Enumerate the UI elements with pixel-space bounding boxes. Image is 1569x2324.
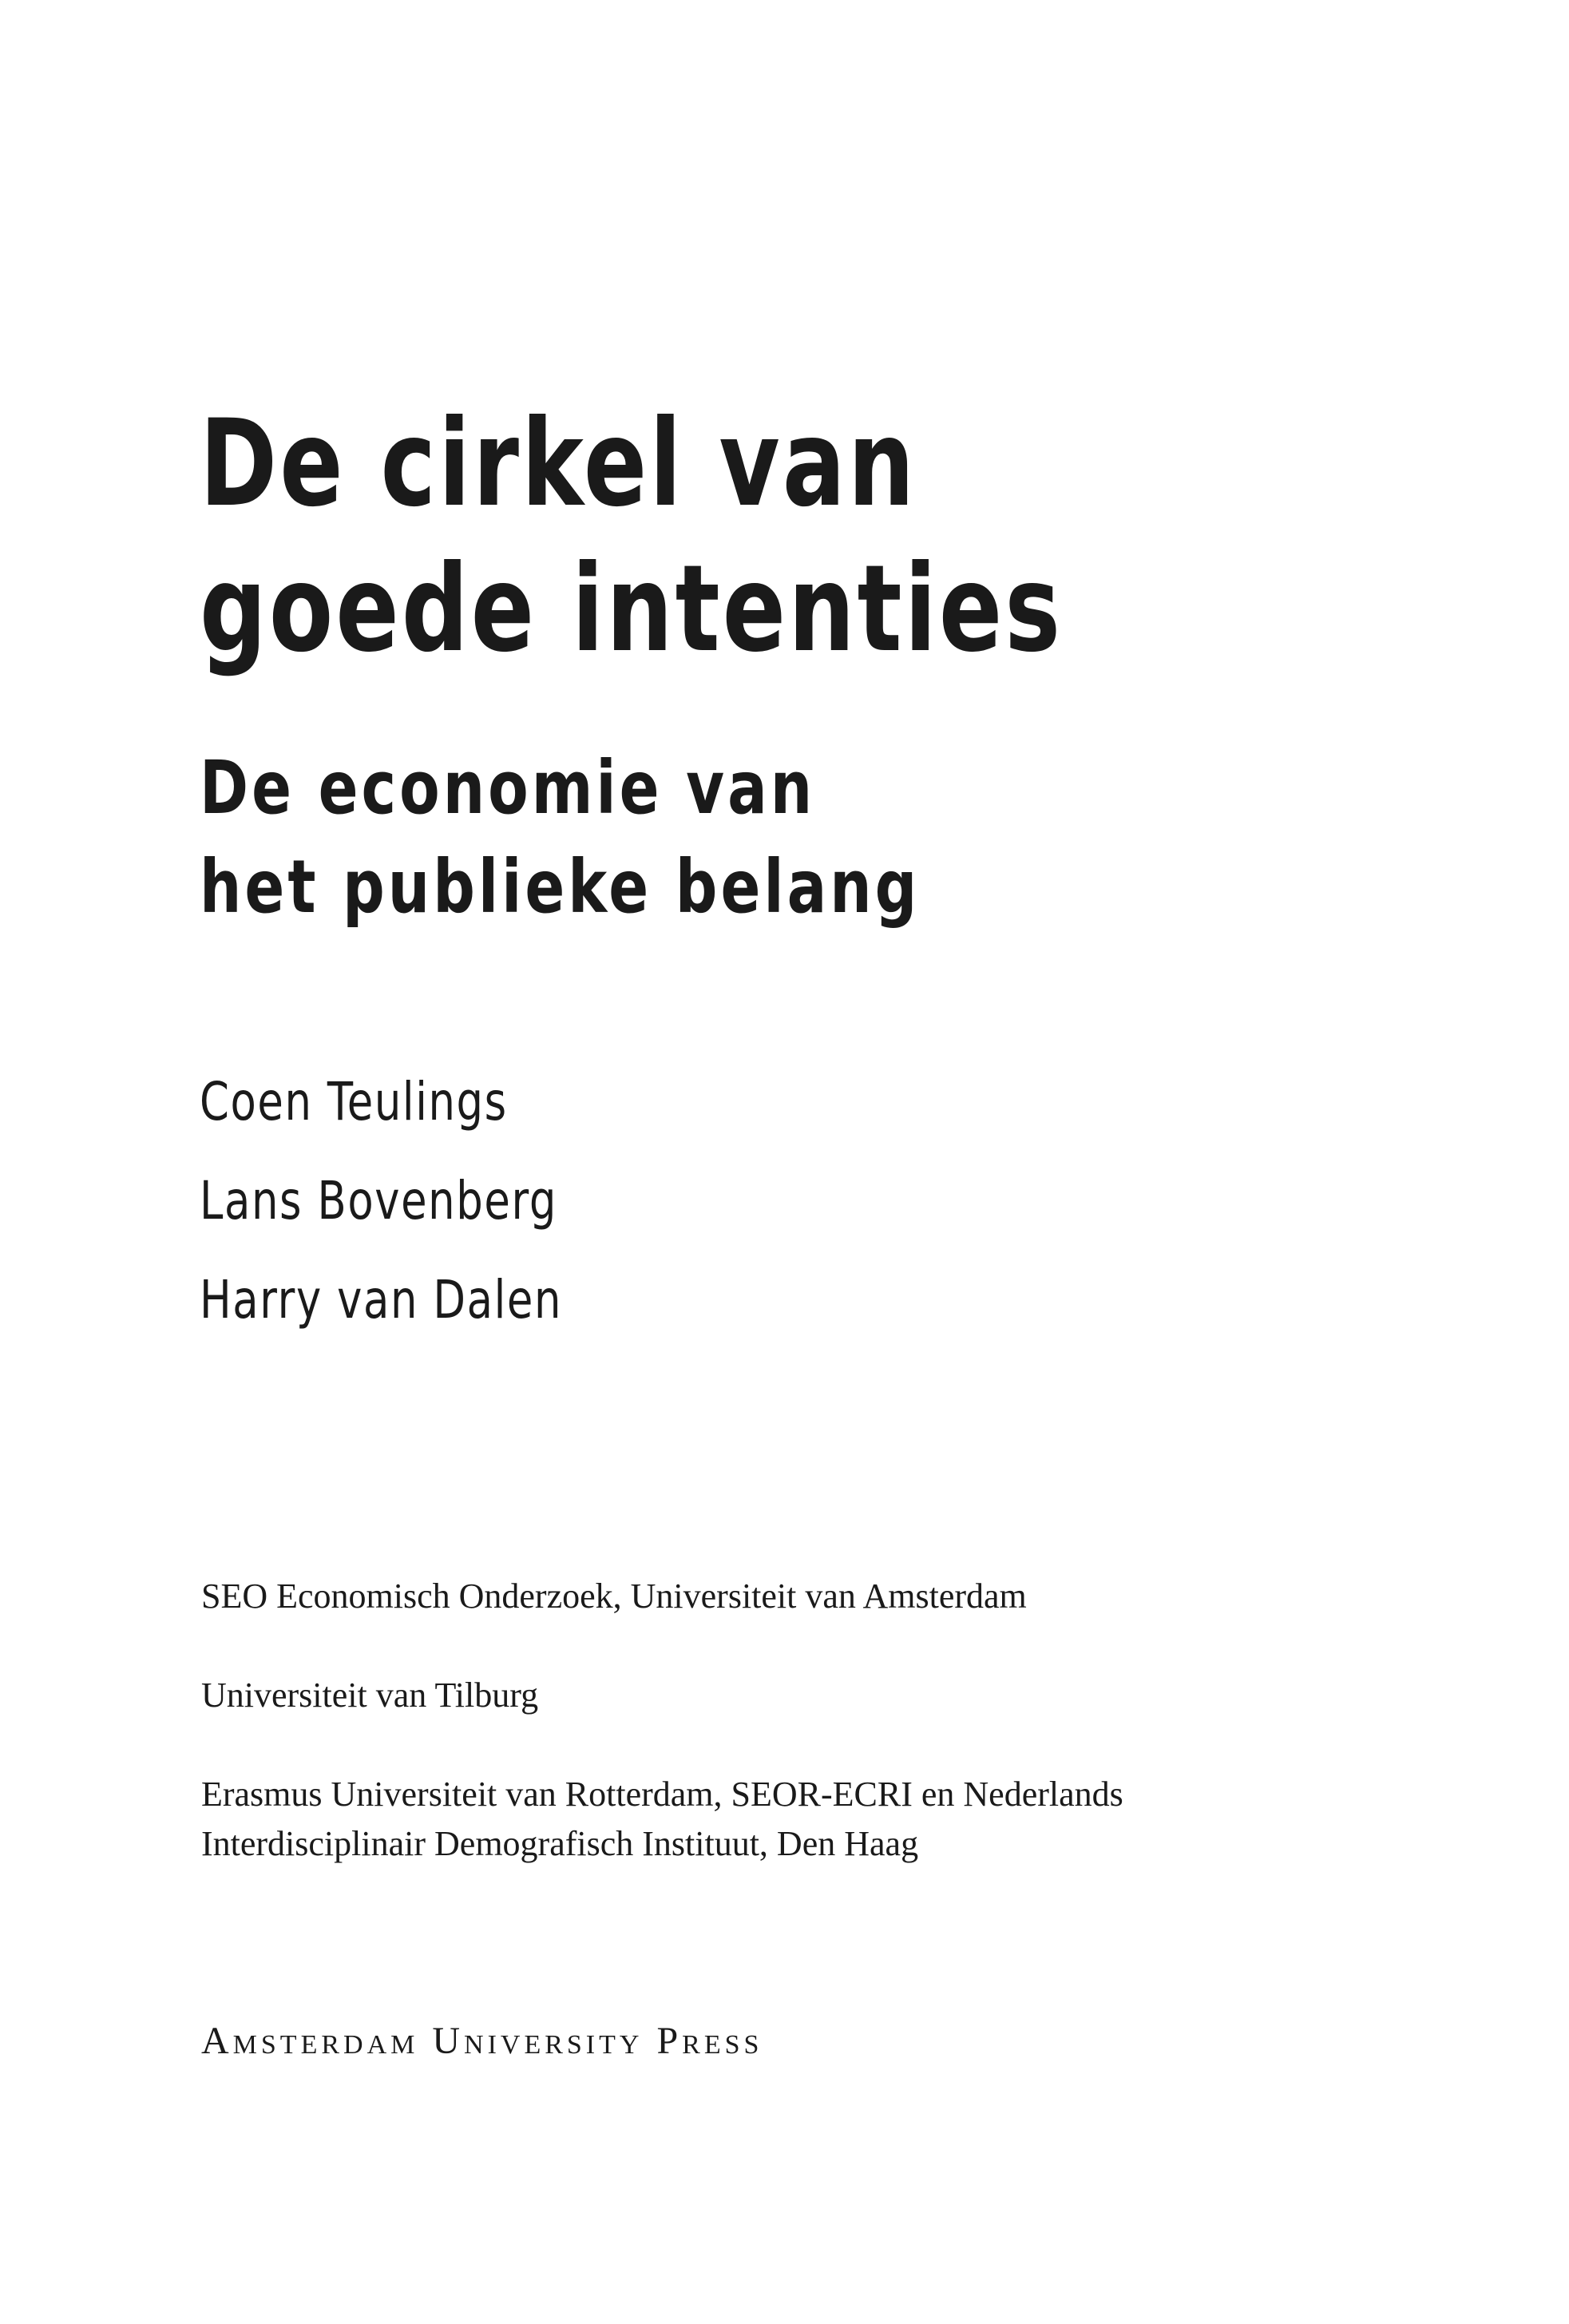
affiliation-line: Interdisciplinair Demografisch Instituut, Den Haag <box>201 1824 919 1863</box>
affiliation-item <box>201 1770 1479 1869</box>
affiliation-line: Universiteit van Tilburg <box>201 1676 539 1715</box>
book-subtitle <box>200 739 1397 937</box>
book-subtitle-line-1: De economie van <box>200 745 816 831</box>
book-title-line-1: De cirkel van <box>200 395 917 533</box>
affiliation-item <box>201 1572 1479 1621</box>
affiliation-line: SEO Economisch Onderzoek, Universiteit van Amsterdam <box>201 1576 1027 1616</box>
book-title-line-2: goede intenties <box>200 540 1064 679</box>
affiliation-list <box>201 1572 1479 1869</box>
book-subtitle-line-2: het publieke belang <box>200 844 921 930</box>
author-list <box>200 1053 1158 1350</box>
affiliation-line: Erasmus Universiteit van Rotterdam, SEOR-ECRI en Nederlands <box>201 1775 1123 1814</box>
author-name: Lans Bovenberg <box>200 1170 557 1231</box>
author-name: Harry van Dalen <box>200 1269 563 1331</box>
publisher-name: Amsterdam University Press <box>201 2020 763 2062</box>
author-name: Coen Teulings <box>200 1071 508 1132</box>
affiliation-item <box>201 1671 1479 1720</box>
book-title <box>200 391 1397 682</box>
